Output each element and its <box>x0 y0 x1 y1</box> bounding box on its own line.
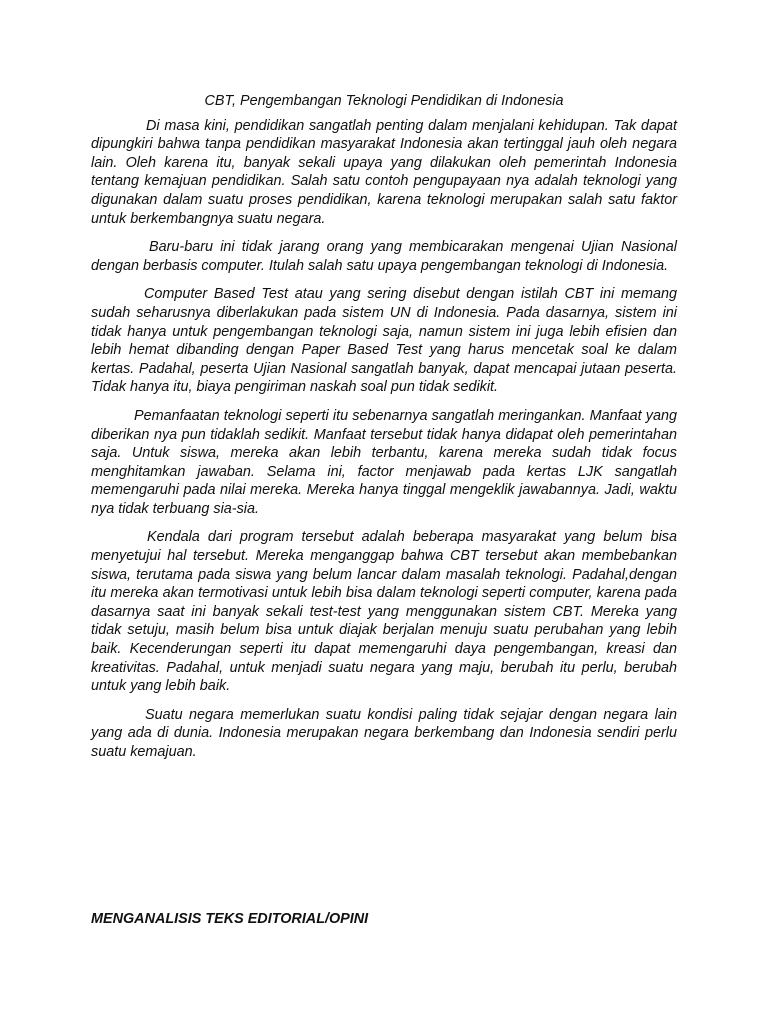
section-heading: MENGANALISIS TEKS EDITORIAL/OPINI <box>91 911 369 927</box>
paragraph-3: Computer Based Test atau yang sering disebut dengan istilah CBT ini memang sudah seharusnya diberlakukan pada sistem UN di Indonesia. Pada dasarnya, sistem ini tidak hanya untuk pengembangan teknologi saja, namun sistem ini juga lebih efisien dan lebih hemat dibanding dengan Paper Based Test yang harus mencetak soal ke dalam kertas. Padahal, peserta Ujian Nasional sangatlah banyak, dapat mencapai jutaan peserta. Tidak hanya itu, biaya pengiriman naskah soal pun tidak sedikit. <box>91 286 677 396</box>
article-body <box>91 92 677 772</box>
paragraph-5: Kendala dari program tersebut adalah beberapa masyarakat yang belum bisa menyetujui hal tersebut. Mereka menganggap bahwa CBT tersebut akan membebankan siswa, terutama pada siswa yang belum lancar dalam masalah teknologi. Padahal,dengan itu mereka akan termotivasi untuk lebih bisa dalam teknologi seperti computer, karena pada dasarnya saat ini banyak sekali test-test yang menggunakan sistem CBT. Mereka yang tidak setuju, masih belum bisa untuk diajak berjalan menuju suatu perubahan yang lebih baik. Kecenderungan seperti itu dapat memengaruhi daya pengembangan, kreasi dan kreativitas. Padahal, untuk menjadi suatu negara yang maju, berubah itu perlu, berubah untuk yang lebih baik. <box>91 529 677 695</box>
paragraph-6: Suatu negara memerlukan suatu kondisi paling tidak sejajar dengan negara lain yang ada di dunia. Indonesia merupakan negara berkembang dan Indonesia sendiri perlu suatu kemajuan. <box>91 706 677 760</box>
article-title: CBT, Pengembangan Teknologi Pendidikan di Indonesia <box>204 93 564 109</box>
paragraph-1: Di masa kini, pendidikan sangatlah penting dalam menjalani kehidupan. Tak dapat dipungkiri bahwa tanpa pendidikan masyarakat Indonesia akan tertinggal jauh oleh negara lain. Oleh karena itu, banyak sekali upaya yang dilakukan oleh pemerintah Indonesia tentang kemajuan pendidikan. Salah satu contoh pengupayaan nya adalah teknologi yang digunakan dalam suatu proses pendidikan, karena teknologi merupakan salah satu faktor untuk berkembangnya suatu negara. <box>91 117 677 227</box>
paragraph-4: Pemanfaatan teknologi seperti itu sebenarnya sangatlah meringankan. Manfaat yang diberikan nya pun tidaklah sedikit. Manfaat tersebut tidak hanya didapat oleh pemerintahan saja. Untuk siswa, mereka akan lebih terbantu, karena mereka sudah tidak focus menghitamkan jawaban. Selama ini, factor menjawab pada kertas LJK sangatlah memengaruhi pada nilai mereka. Mereka hanya tinggal mengeklik jawabannya. Jadi, waktu nya tidak terbuang sia-sia. <box>91 407 677 517</box>
paragraph-2: Baru-baru ini tidak jarang orang yang membicarakan mengenai Ujian Nasional dengan berbasis computer. Itulah salah satu upaya pengembangan teknologi di Indonesia. <box>91 239 677 274</box>
